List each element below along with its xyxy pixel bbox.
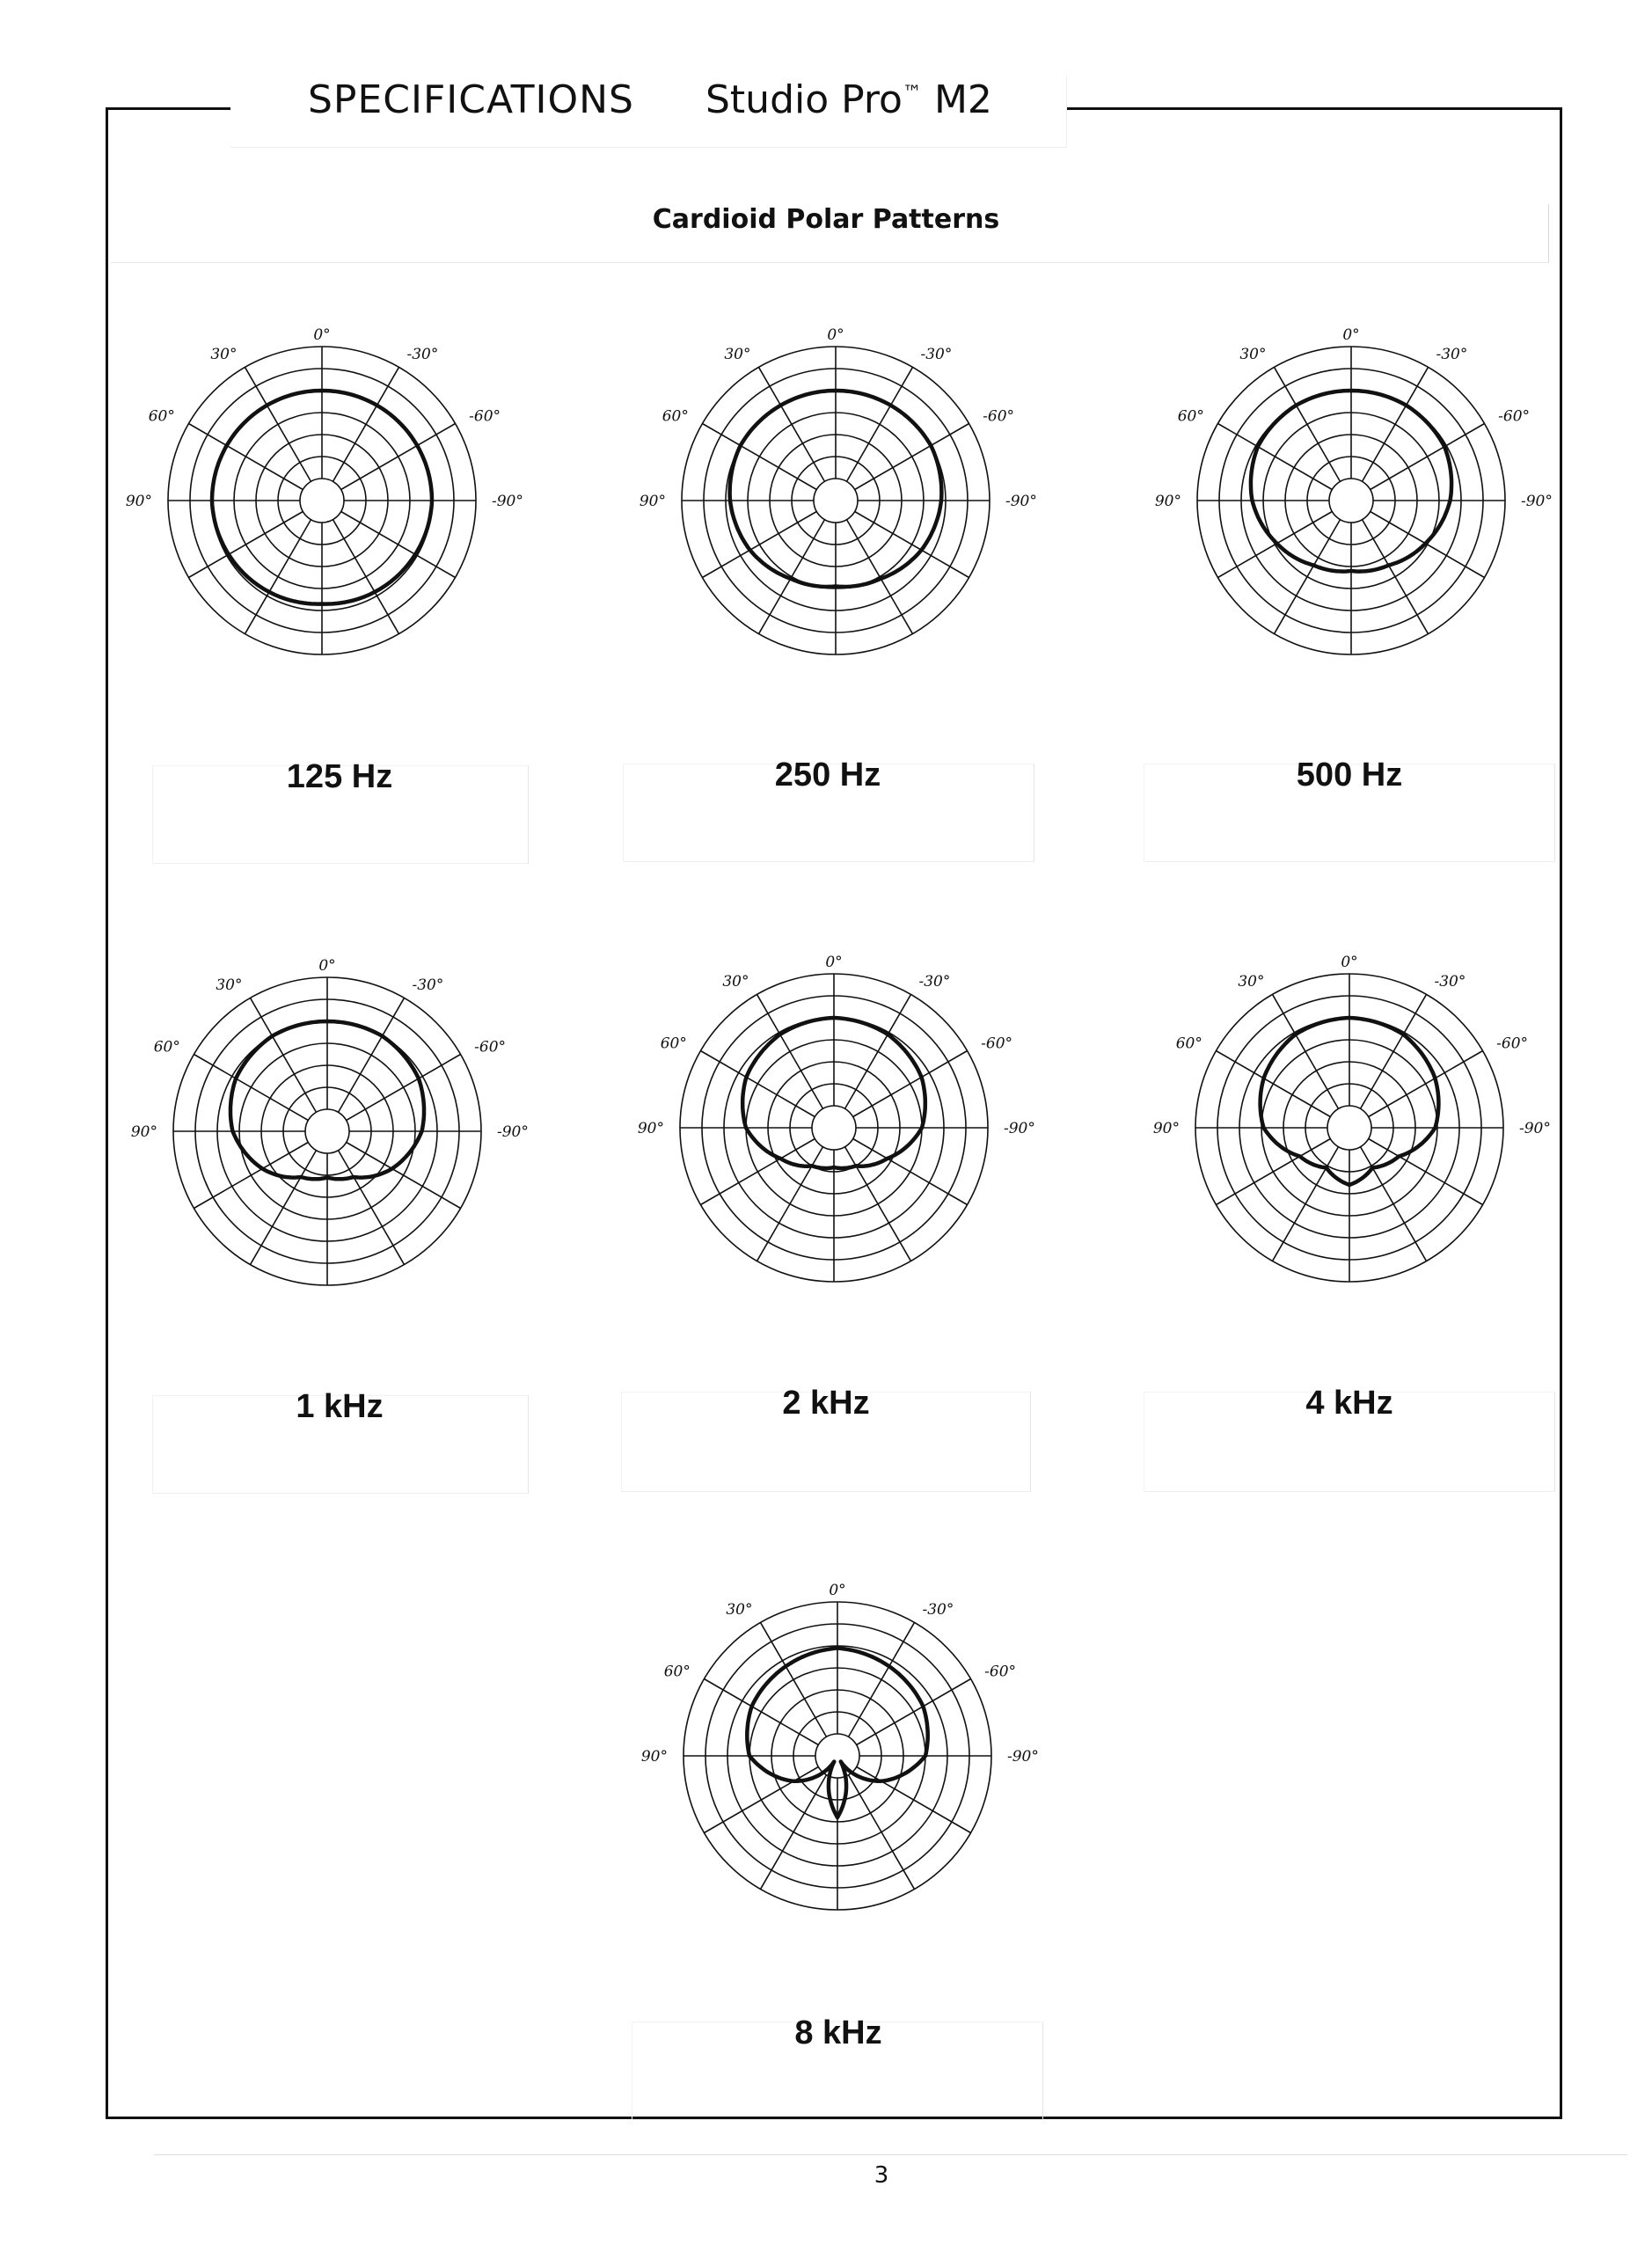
polar-spoke [857, 1767, 971, 1833]
polar-spoke [1275, 520, 1341, 634]
angle-tick-label: 30° [1238, 972, 1265, 991]
angle-tick-label: 30° [210, 345, 238, 363]
angle-tick-label: 30° [1239, 345, 1267, 363]
polar-spoke [333, 367, 399, 481]
polar-spoke [759, 520, 825, 634]
angle-tick-label: 30° [724, 345, 751, 363]
model-name: M2 [933, 77, 992, 122]
angle-tick-label: 60° [660, 1035, 687, 1053]
trademark-symbol: ™ [902, 82, 922, 105]
polar-spoke [333, 520, 399, 634]
polar-spoke [845, 994, 911, 1108]
polar-ring [300, 479, 344, 523]
polar-spoke [1361, 1147, 1427, 1261]
polar-spoke [853, 1139, 968, 1205]
angle-tick-label: 90° [130, 1123, 157, 1141]
polar-spoke [757, 994, 823, 1108]
angle-tick-label: 60° [663, 1663, 691, 1681]
angle-tick-label: 90° [1152, 1120, 1180, 1137]
polar-spoke [347, 1055, 461, 1121]
polar-spoke [847, 520, 913, 634]
product-title [705, 77, 992, 122]
polar-spoke [251, 998, 317, 1112]
polar-chart-125hz [125, 307, 523, 694]
angle-tick-label: 0° [313, 326, 331, 344]
section-title: SPECIFICATIONS [308, 77, 634, 122]
angle-tick-label: 90° [637, 1120, 664, 1137]
angle-tick-label: 60° [1177, 407, 1204, 426]
polar-spoke [704, 1767, 818, 1833]
polar-spoke [847, 367, 913, 481]
polar-chart-1khz [130, 938, 529, 1325]
polar-spoke [347, 1143, 461, 1209]
polar-spoke [1363, 520, 1429, 634]
angle-tick-label: 30° [726, 1600, 753, 1619]
angle-tick-label: 60° [153, 1038, 180, 1057]
angle-tick-label: -30° [1436, 345, 1468, 363]
polar-spoke [849, 1775, 915, 1890]
polar-spoke [188, 424, 303, 490]
polar-ring [814, 479, 858, 523]
polar-spoke [339, 998, 405, 1112]
angle-tick-label: 0° [1341, 954, 1358, 971]
angle-tick-label: -60° [469, 407, 501, 426]
angle-tick-label: 60° [148, 407, 175, 426]
angle-tick-label: 0° [318, 957, 336, 975]
chart-label: 8 kHz [794, 2014, 882, 2051]
polar-spoke [245, 367, 311, 481]
polar-spoke [855, 512, 969, 578]
footer-rule [154, 2154, 1627, 2155]
polar-chart-2khz [637, 934, 1035, 1321]
angle-tick-label: -90° [1004, 1120, 1035, 1137]
polar-spoke [1216, 1139, 1330, 1205]
angle-tick-label: -60° [1498, 407, 1531, 426]
angle-tick-label: -30° [406, 345, 439, 363]
chart-label: 250 Hz [774, 757, 881, 793]
angle-tick-label: 30° [722, 972, 749, 991]
angle-tick-label: -90° [1521, 493, 1553, 510]
angle-tick-label: -90° [1007, 1748, 1039, 1766]
angle-tick-label: 0° [827, 326, 844, 344]
angle-tick-label: 90° [1154, 493, 1181, 510]
angle-tick-label: -30° [918, 972, 951, 991]
chart-label: 1 kHz [296, 1388, 384, 1425]
polar-spoke [1217, 424, 1332, 490]
angle-tick-label: 60° [662, 407, 689, 426]
polar-ring [1327, 1106, 1371, 1150]
angle-tick-label: -30° [920, 345, 953, 363]
polar-spoke [341, 424, 456, 490]
polar-chart-250hz [639, 307, 1037, 694]
polar-spoke [194, 1143, 308, 1209]
angle-tick-label: -90° [497, 1123, 529, 1141]
angle-tick-label: -90° [1005, 493, 1037, 510]
angle-tick-label: 30° [216, 976, 243, 994]
polar-spoke [1273, 1147, 1339, 1261]
chart-label: 500 Hz [1296, 757, 1403, 793]
angle-tick-label: -90° [1519, 1120, 1551, 1137]
polar-spoke [702, 424, 816, 490]
polar-chart-500hz [1154, 307, 1553, 694]
angle-tick-label: -60° [1496, 1035, 1529, 1053]
polar-spoke [1275, 367, 1341, 481]
polar-ring [812, 1106, 856, 1150]
polar-spoke [341, 512, 456, 578]
polar-spoke [761, 1775, 827, 1890]
polar-spoke [1369, 1139, 1483, 1205]
angle-tick-label: -30° [922, 1600, 954, 1619]
angle-tick-label: 90° [125, 493, 152, 510]
polar-ring [1329, 479, 1373, 523]
angle-tick-label: 0° [829, 1582, 846, 1599]
angle-tick-label: -30° [1434, 972, 1466, 991]
angle-tick-label: -60° [981, 1035, 1013, 1053]
page-subtitle: Cardioid Polar Patterns [652, 204, 1000, 235]
angle-tick-label: -90° [492, 493, 523, 510]
angle-tick-label: -60° [984, 1663, 1017, 1681]
product-name: Studio Pro [705, 77, 903, 122]
angle-tick-label: -60° [474, 1038, 507, 1057]
angle-tick-label: -30° [412, 976, 444, 994]
polar-spoke [700, 1139, 815, 1205]
chart-label: 2 kHz [782, 1385, 870, 1422]
polar-spoke [1371, 424, 1485, 490]
angle-tick-label: 0° [825, 954, 843, 971]
polar-spoke [194, 1055, 308, 1121]
page-number: 3 [874, 2162, 889, 2189]
polar-spoke [855, 424, 969, 490]
polar-spoke [853, 1051, 968, 1117]
polar-spoke [1363, 367, 1429, 481]
polar-spoke [702, 512, 816, 578]
polar-spoke [188, 512, 303, 578]
angle-tick-label: -60° [983, 407, 1015, 426]
polar-spoke [700, 1051, 815, 1117]
polar-spoke [245, 520, 311, 634]
angle-tick-label: 90° [640, 1748, 668, 1766]
polar-spoke [759, 367, 825, 481]
angle-tick-label: 90° [639, 493, 666, 510]
polar-chart-8khz [640, 1562, 1039, 1949]
polar-spoke [1361, 994, 1427, 1108]
polar-chart-4khz [1152, 934, 1551, 1321]
polar-spoke [1273, 994, 1339, 1108]
chart-label: 125 Hz [286, 758, 393, 795]
polar-ring [305, 1109, 349, 1153]
angle-tick-label: 60° [1175, 1035, 1202, 1053]
angle-tick-label: 0° [1342, 326, 1360, 344]
chart-label: 4 kHz [1305, 1385, 1393, 1422]
